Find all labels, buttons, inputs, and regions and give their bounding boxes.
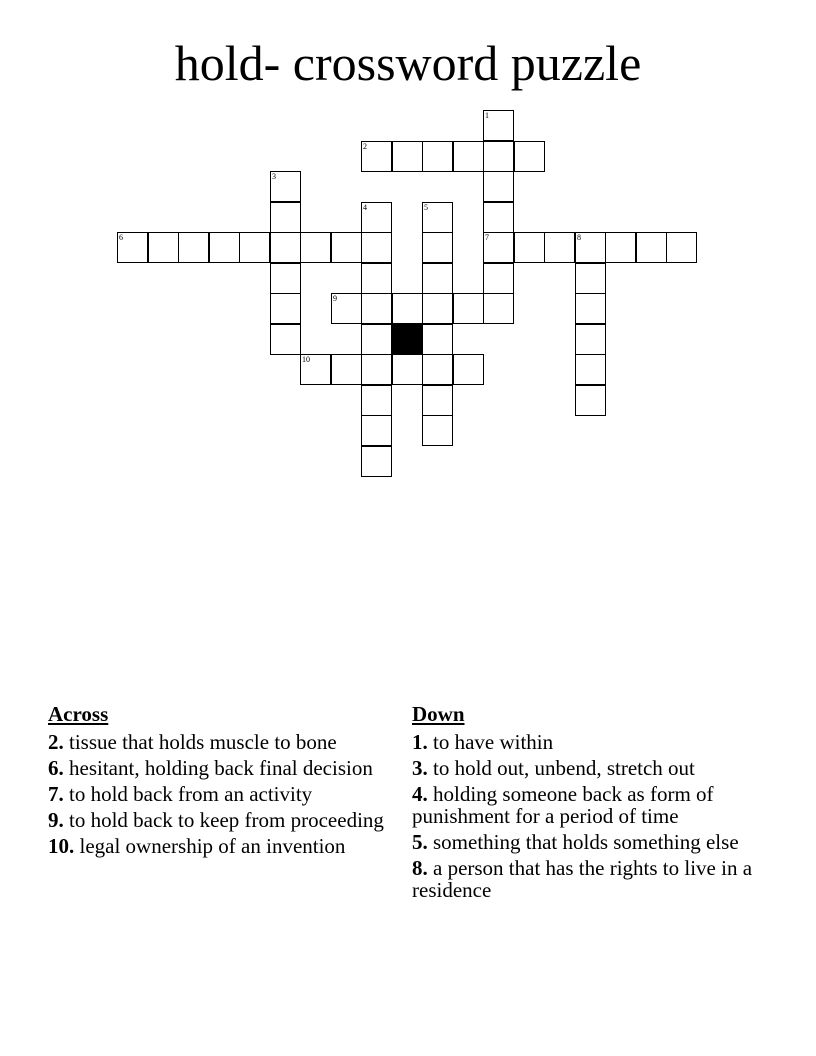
crossword-cell[interactable]	[575, 385, 606, 416]
crossword-cell[interactable]	[483, 293, 514, 324]
crossword-cell[interactable]	[117, 232, 148, 263]
cell-number: 9	[333, 294, 337, 303]
crossword-cell[interactable]	[239, 232, 270, 263]
across-clue	[48, 809, 394, 831]
clue-number: 1.	[412, 730, 428, 754]
crossword-cell[interactable]	[392, 354, 423, 385]
crossword-cell[interactable]	[666, 232, 697, 263]
across-clues	[48, 703, 394, 861]
crossword-cell[interactable]	[300, 354, 331, 385]
crossword-cell[interactable]	[483, 263, 514, 294]
crossword-cell[interactable]	[331, 354, 362, 385]
across-clue	[48, 835, 394, 857]
crossword-cell[interactable]	[361, 232, 392, 263]
crossword-cell[interactable]	[605, 232, 636, 263]
crossword-cell[interactable]	[270, 324, 301, 355]
crossword-cell[interactable]	[422, 415, 453, 446]
clue-text: holding someone back as form of punishment for a period of time	[412, 782, 714, 828]
crossword-cell[interactable]	[361, 324, 392, 355]
down-clue-list	[412, 731, 772, 901]
clue-number: 5.	[412, 830, 428, 854]
down-clue	[412, 783, 772, 827]
clue-text: to hold out, unbend, stretch out	[433, 756, 695, 780]
across-clue	[48, 731, 394, 753]
crossword-cell[interactable]	[544, 232, 575, 263]
crossword-cell[interactable]	[514, 232, 545, 263]
crossword-cell[interactable]	[270, 171, 301, 202]
across-clue	[48, 757, 394, 779]
crossword-cell[interactable]	[483, 110, 514, 141]
black-square	[392, 324, 423, 355]
clue-text: to hold back to keep from proceeding	[69, 808, 384, 832]
crossword-cell[interactable]	[209, 232, 240, 263]
clue-text: legal ownership of an invention	[79, 834, 346, 858]
crossword-cell[interactable]	[483, 141, 514, 172]
crossword-cell[interactable]	[331, 232, 362, 263]
crossword-cell[interactable]	[453, 141, 484, 172]
clue-text: to hold back from an activity	[69, 782, 313, 806]
clue-number: 4.	[412, 782, 428, 806]
clue-number: 7.	[48, 782, 64, 806]
crossword-cell[interactable]	[331, 293, 362, 324]
crossword-cell[interactable]	[361, 141, 392, 172]
clue-text: tissue that holds muscle to bone	[69, 730, 337, 754]
clue-text: hesitant, holding back final decision	[69, 756, 373, 780]
across-clue-list	[48, 731, 394, 857]
crossword-cell[interactable]	[270, 202, 301, 233]
crossword-cell[interactable]	[483, 202, 514, 233]
crossword-cell[interactable]	[392, 141, 423, 172]
down-clue	[412, 831, 772, 853]
crossword-cell[interactable]	[392, 293, 423, 324]
crossword-cell[interactable]	[300, 232, 331, 263]
crossword-cell[interactable]	[422, 293, 453, 324]
clue-number: 9.	[48, 808, 64, 832]
page-title: hold- crossword puzzle	[174, 35, 642, 91]
crossword-cell[interactable]	[422, 232, 453, 263]
crossword-cell[interactable]	[575, 354, 606, 385]
crossword-cell[interactable]	[270, 263, 301, 294]
crossword-cell[interactable]	[636, 232, 667, 263]
cell-number: 5	[424, 203, 428, 212]
clue-number: 6.	[48, 756, 64, 780]
across-clue	[48, 783, 394, 805]
crossword-cell[interactable]	[422, 263, 453, 294]
crossword-cell[interactable]	[422, 385, 453, 416]
crossword-cell[interactable]	[422, 324, 453, 355]
down-heading: Down	[412, 702, 465, 726]
crossword-cell[interactable]	[575, 324, 606, 355]
crossword-cell[interactable]	[270, 232, 301, 263]
crossword-grid	[0, 0, 816, 500]
crossword-cell[interactable]	[483, 171, 514, 202]
cell-number: 3	[272, 172, 276, 181]
crossword-cell[interactable]	[361, 385, 392, 416]
across-heading: Across	[48, 702, 109, 726]
cell-number: 8	[577, 233, 581, 242]
down-clue	[412, 757, 772, 779]
clue-number: 10.	[48, 834, 75, 858]
cell-number: 7	[485, 233, 489, 242]
crossword-cell[interactable]	[575, 263, 606, 294]
cell-number: 4	[363, 203, 367, 212]
down-clues	[412, 703, 772, 905]
crossword-cell[interactable]	[361, 415, 392, 446]
crossword-cell[interactable]	[422, 354, 453, 385]
crossword-cell[interactable]	[361, 293, 392, 324]
crossword-cell[interactable]	[361, 354, 392, 385]
crossword-cell[interactable]	[422, 202, 453, 233]
clue-number: 2.	[48, 730, 64, 754]
cell-number: 6	[119, 233, 123, 242]
down-clue	[412, 731, 772, 753]
crossword-cell[interactable]	[361, 263, 392, 294]
crossword-cell[interactable]	[361, 202, 392, 233]
crossword-cell[interactable]	[148, 232, 179, 263]
crossword-cell[interactable]	[453, 293, 484, 324]
crossword-cell[interactable]	[575, 232, 606, 263]
crossword-cell[interactable]	[422, 141, 453, 172]
cell-number: 1	[485, 111, 489, 120]
clue-text: something that holds something else	[433, 830, 739, 854]
crossword-cell[interactable]	[514, 141, 545, 172]
crossword-cell[interactable]	[575, 293, 606, 324]
crossword-cell[interactable]	[453, 354, 484, 385]
clue-number: 8.	[412, 856, 428, 880]
crossword-cell[interactable]	[483, 232, 514, 263]
down-clue	[412, 857, 772, 901]
clue-text: to have within	[433, 730, 554, 754]
clue-number: 3.	[412, 756, 428, 780]
crossword-cell[interactable]	[361, 446, 392, 477]
cell-number: 2	[363, 142, 367, 151]
crossword-cell[interactable]	[270, 293, 301, 324]
cell-number: 10	[302, 355, 310, 364]
clue-text: a person that has the rights to live in a residence	[412, 856, 753, 902]
crossword-cell[interactable]	[178, 232, 209, 263]
